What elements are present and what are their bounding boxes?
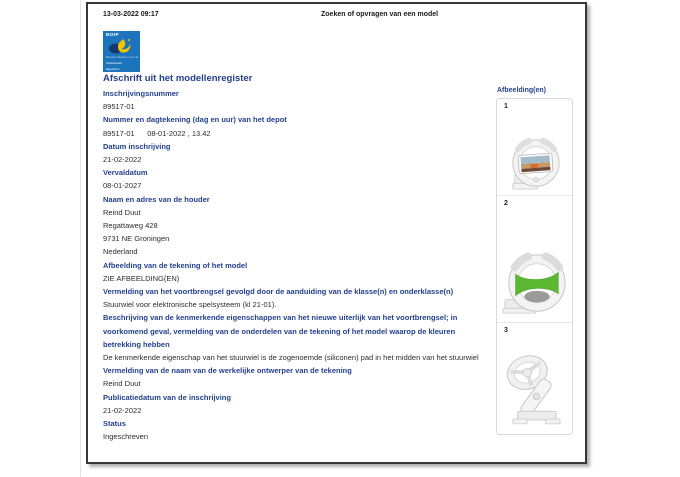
field-value: 89517-01 08-01-2022 , 13.42: [103, 128, 211, 138]
field-label-beschrijving: Beschrijving van de kenmerkende eigenschappen van het nieuwe uiterlijk van het voortbrengsel; in voorkomend geval, vermelding van de onderdelen van de tekening of het model waarop de kleuren betrekking hebben: [103, 313, 458, 349]
field-value: Stuurwiel voor elektronische spelsysteem (kl 21-01).: [103, 300, 277, 310]
header-title: Zoeken of opvragen van een model: [321, 11, 439, 18]
field-value: 21-02-2022: [103, 405, 142, 415]
header-date: 13-03-2022 09:17: [103, 11, 159, 18]
register-fields: [103, 87, 490, 443]
field-value: 08-01-2027: [103, 181, 142, 191]
field-value: 89517-01: [103, 102, 135, 112]
boip-org-name: Benelux-Bureau voor de Intellectuele Eigendom: [106, 56, 139, 71]
field-value: Nederland: [103, 247, 138, 257]
model-image-cell-3: [497, 322, 572, 434]
field-value: 9731 NE Groningen: [103, 234, 170, 244]
field-label-afbeelding: Afbeelding van de tekening of het model: [103, 260, 248, 270]
field-label-status: Status: [103, 419, 126, 429]
field-label-publicatiedatum: Publicatiedatum van de inschrijving: [103, 392, 231, 402]
boip-bird-icon: [103, 38, 140, 55]
viewer-edge-line: [80, 0, 81, 477]
image-number: 3: [504, 327, 508, 335]
field-label-ontwerper: Vermelding van de naam van de werkelijke ontwerper van de tekening: [103, 366, 352, 376]
steering-wheel-green-pad-icon: [501, 251, 569, 319]
field-label-datum-inschrijving: Datum inschrijving: [103, 141, 171, 151]
model-image-cell-2: [497, 195, 572, 323]
field-value: ZIE AFBEELDING(EN): [103, 273, 180, 283]
field-value: 21-02-2022: [103, 155, 142, 165]
field-label-houder: Naam en adres van de houder: [103, 194, 210, 204]
field-label-voortbrengsel: Vermelding van het voortbrengsel gevolgd door de aanduiding van de klasse(n) en onderklasse(n): [103, 287, 454, 297]
images-panel: [496, 98, 573, 435]
steering-wheel-with-phone-icon: [506, 136, 564, 192]
model-image-cell-1: [497, 99, 572, 195]
field-value: Reind Duut: [103, 207, 141, 217]
field-value: Regattaweg 428: [103, 221, 158, 231]
field-label-inschrijvingsnummer: Inschrijvingsnummer: [103, 89, 179, 98]
document-page: [86, 2, 587, 464]
boip-logo-text: BOIP: [106, 33, 120, 38]
images-panel-title: Afbeelding(en): [497, 87, 546, 94]
steering-wheel-on-stand-icon: [506, 349, 564, 431]
field-label-vervaldatum: Vervaldatum: [103, 168, 148, 178]
boip-logo: [103, 31, 140, 72]
page-title: Afschrift uit het modellenregister: [103, 73, 253, 84]
field-label-depot: Nummer en dagtekening (dag en uur) van het depot: [103, 115, 287, 125]
image-number: 2: [504, 199, 508, 207]
field-value: Reind Duut: [103, 379, 141, 389]
field-value: De kenmerkende eigenschap van het stuurwiel is de zogenoemde (siliconen) pad in het midden van het stuurwiel: [103, 353, 479, 363]
image-number: 1: [504, 103, 508, 110]
field-value: Ingeschreven: [103, 432, 149, 442]
